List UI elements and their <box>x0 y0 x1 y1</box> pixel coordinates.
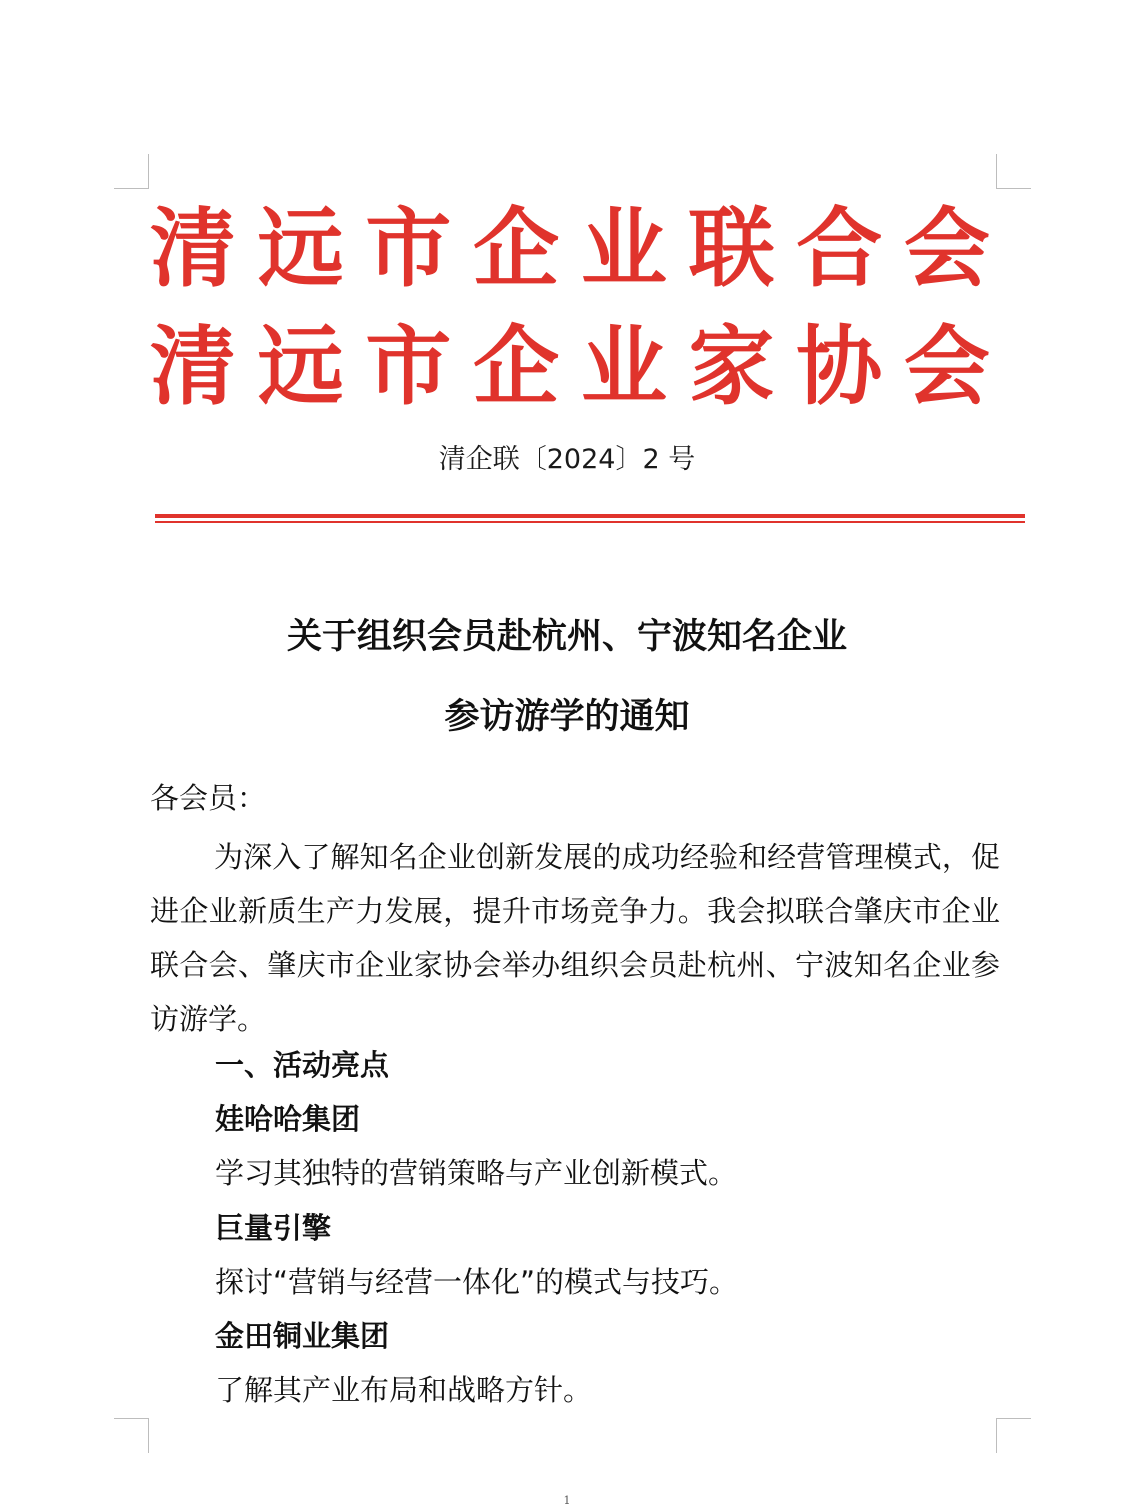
letterhead-char: 合 <box>796 199 883 299</box>
intro-paragraph: 为深入了解知名企业创新发展的成功经验和经营管理模式，促进企业新质生产力发展，提升市场竞争力。我会拟联合肇庆市企业联合会、肇庆市企业家协会举办组织会员赴杭州、宁波知名企业参访游学。 <box>150 840 1000 1036</box>
letterhead-divider-thin <box>155 521 1025 523</box>
company-description: 学习其独特的营销策略与产业创新模式。 <box>215 1156 738 1190</box>
company-name: 娃哈哈集团 <box>215 1102 361 1136</box>
letterhead-char: 业 <box>580 317 667 417</box>
company-name: 巨量引擎 <box>215 1211 332 1245</box>
letterhead-org-name-1 <box>150 194 990 304</box>
crop-mark-top-right <box>996 154 1031 189</box>
letterhead-char: 远 <box>257 199 344 299</box>
letterhead-char: 会 <box>903 317 990 417</box>
letterhead-char: 市 <box>365 199 452 299</box>
letterhead-char: 业 <box>580 199 667 299</box>
letterhead-org-name-2 <box>150 312 990 422</box>
letterhead-char: 远 <box>257 317 344 417</box>
letterhead-char: 家 <box>688 317 775 417</box>
crop-mark-bottom-right <box>996 1418 1031 1453</box>
letterhead-char: 会 <box>903 199 990 299</box>
notice-title-line-1: 关于组织会员赴杭州、宁波知名企业 <box>286 617 847 657</box>
document-number: 清企联〔2024〕2 号 <box>438 444 696 475</box>
letterhead-char: 联 <box>688 199 775 299</box>
company-description: 探讨“营销与经营一体化”的模式与技巧。 <box>215 1265 739 1299</box>
letterhead-char: 企 <box>473 199 560 299</box>
letterhead-char: 清 <box>150 317 236 417</box>
salutation: 各会员： <box>150 781 267 815</box>
letterhead-divider-thick <box>155 514 1025 518</box>
notice-title-line-2: 参访游学的通知 <box>444 697 690 737</box>
letterhead-char: 协 <box>796 317 883 417</box>
crop-mark-top-left <box>114 154 149 189</box>
letterhead-char: 市 <box>365 317 452 417</box>
company-description: 了解其产业布局和战略方针。 <box>215 1373 593 1407</box>
crop-mark-bottom-left <box>114 1418 149 1453</box>
section-heading-highlights: 一、活动亮点 <box>215 1048 390 1082</box>
letterhead-char: 企 <box>473 317 560 417</box>
letterhead-char: 清 <box>150 199 236 299</box>
page-number: 1 <box>563 1494 571 1507</box>
company-name: 金田铜业集团 <box>215 1319 390 1353</box>
